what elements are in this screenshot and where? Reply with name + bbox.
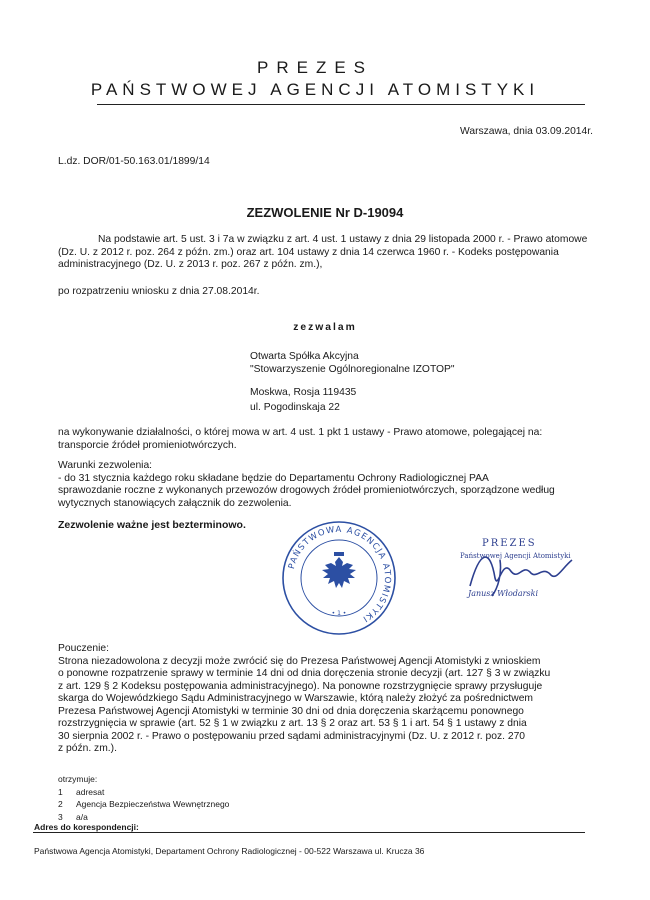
instructions-line: o ponowne rozpatrzenie sprawy w terminie 14 dni od dnia doręczenia stronie decyzji (art. 127 § 3 w związku [58, 668, 551, 679]
eagle-emblem-icon [322, 552, 356, 588]
activity-line: transporcie źródeł promieniotwórczych. [58, 439, 237, 451]
instructions-line: Strona niezadowolona z decyzji może zwrócić się do Prezesa Państwowej Agencji Atomistyki z wnioskiem [58, 655, 541, 667]
footer-divider [33, 832, 585, 833]
recipient-line: Otwarta Spółka Akcyjna [250, 351, 359, 362]
signature-block [440, 530, 600, 610]
legal-basis [58, 234, 593, 272]
footer-address: Państwowa Agencja Atomistyki, Departament Ochrony Radiologicznej - 00-522 Warszawa ul. Krucza 36 [34, 846, 425, 856]
recipient-line: ul. Pogodinskaja 22 [250, 402, 340, 413]
instructions-line: z art. 129 § 2 Kodeksu postępowania administracyjnego). Na ponowne rozstrzygnięcie sprawy przysługuje [58, 680, 543, 692]
instructions-line: skarga do Wojewódzkiego Sądu Administracyjnego w Warszawie, którą należy złożyć za pośrednictwem [58, 693, 534, 704]
validity-statement: Zezwolenie ważne jest bezterminowo. [58, 519, 246, 531]
official-stamp [280, 519, 398, 637]
list-item-number: 1 [58, 786, 63, 797]
instructions-line: 30 sierpnia 2002 r. - Prawo o postępowaniu przed sądami administracyjnymi (Dz. U. z 2012 r. poz. 270 [58, 730, 526, 742]
distribution-label: otrzymuje: [58, 774, 98, 784]
distribution-list [58, 773, 229, 823]
conditions-line: sprawozdanie roczne z wykonanych przewozów drogowych źródeł promieniotwórczych, sporządzone według [58, 485, 555, 496]
header-agency: PAŃSTWOWEJ AGENCJI ATOMISTYKI [90, 80, 540, 99]
decision-word: zezwalam [293, 322, 357, 333]
list-item-number: 3 [58, 811, 63, 822]
legal-basis-line: (Dz. U. z 2012 r. poz. 264 z późn. zm.) oraz art. 104 ustawy z dnia 14 czerwca 1960 r. - Kodeks postępowania [58, 246, 559, 258]
header-divider [97, 104, 585, 105]
document-title: ZEZWOLENIE Nr D-19094 [246, 205, 404, 220]
instructions-line: z późn. zm.). [58, 743, 117, 754]
footer-label: Adres do korespondencji: [34, 822, 139, 832]
header-title: PREZES [256, 58, 374, 77]
stamp-star-mark: • 1 • [331, 610, 347, 617]
legal-basis-line: Na podstawie art. 5 ust. 3 i 7a w związku z art. 4 ust. 1 ustawy z dnia 29 listopada 2000 r. - Prawo atomowe [98, 234, 588, 245]
conditions [58, 460, 598, 510]
signature-title: PREZES [482, 538, 537, 549]
signature-name: Janusz Włodarski [468, 589, 539, 598]
list-item [58, 786, 229, 799]
list-item-text: a/a [76, 811, 88, 822]
after-review: po rozpatrzeniu wniosku z dnia 27.08.2014r. [58, 286, 260, 297]
reference-number: L.dz. DOR/01-50.163.01/1899/14 [58, 156, 210, 167]
instructions-line: Prezesa Państwowej Agencji Atomistyki w terminie 30 dni od dnia doręczenia skarżącemu ponownego [58, 705, 524, 717]
stamp-ring-text: PAŃSTWOWA AGENCJA ATOMISTYKI [286, 524, 393, 625]
list-item-text: adresat [76, 786, 105, 797]
activity-scope [58, 427, 598, 452]
instructions [58, 643, 603, 756]
recipient-line: "Stowarzyszenie Ogólnoregionalne IZOTOP" [250, 364, 455, 375]
activity-line: na wykonywanie działalności, o której mowa w art. 4 ust. 1 pkt 1 ustawy - Prawo atomowe, polegającej na: [58, 427, 543, 438]
instructions-heading: Pouczenie: [58, 643, 109, 654]
legal-basis-line: administracyjnego (Dz. U. z 2013 r. poz. 267 z późn. zm.), [58, 259, 323, 270]
conditions-line: wytycznych stanowiących załącznik do zezwolenia. [58, 497, 292, 509]
list-item [58, 798, 229, 811]
place-date: Warszawa, dnia 03.09.2014r. [460, 126, 593, 137]
list-item-text: Agencja Bezpieczeństwa Wewnętrznego [76, 799, 230, 809]
instructions-line: rozstrzygnięcia w sprawie (art. 52 § 1 w związku z art. 13 § 2 oraz art. 53 § 1 i art. 54 § 1 ustawy z dnia [58, 718, 527, 729]
recipient-line: Moskwa, Rosja 119435 [250, 387, 357, 398]
conditions-heading: Warunki zezwolenia: [58, 460, 153, 471]
list-item-number: 2 [58, 799, 63, 809]
signature-agency: Państwowej Agencji Atomistyki [460, 552, 571, 560]
conditions-line: - do 31 stycznia każdego roku składane będzie do Departamentu Ochrony Radiologicznej PAA [58, 472, 489, 484]
